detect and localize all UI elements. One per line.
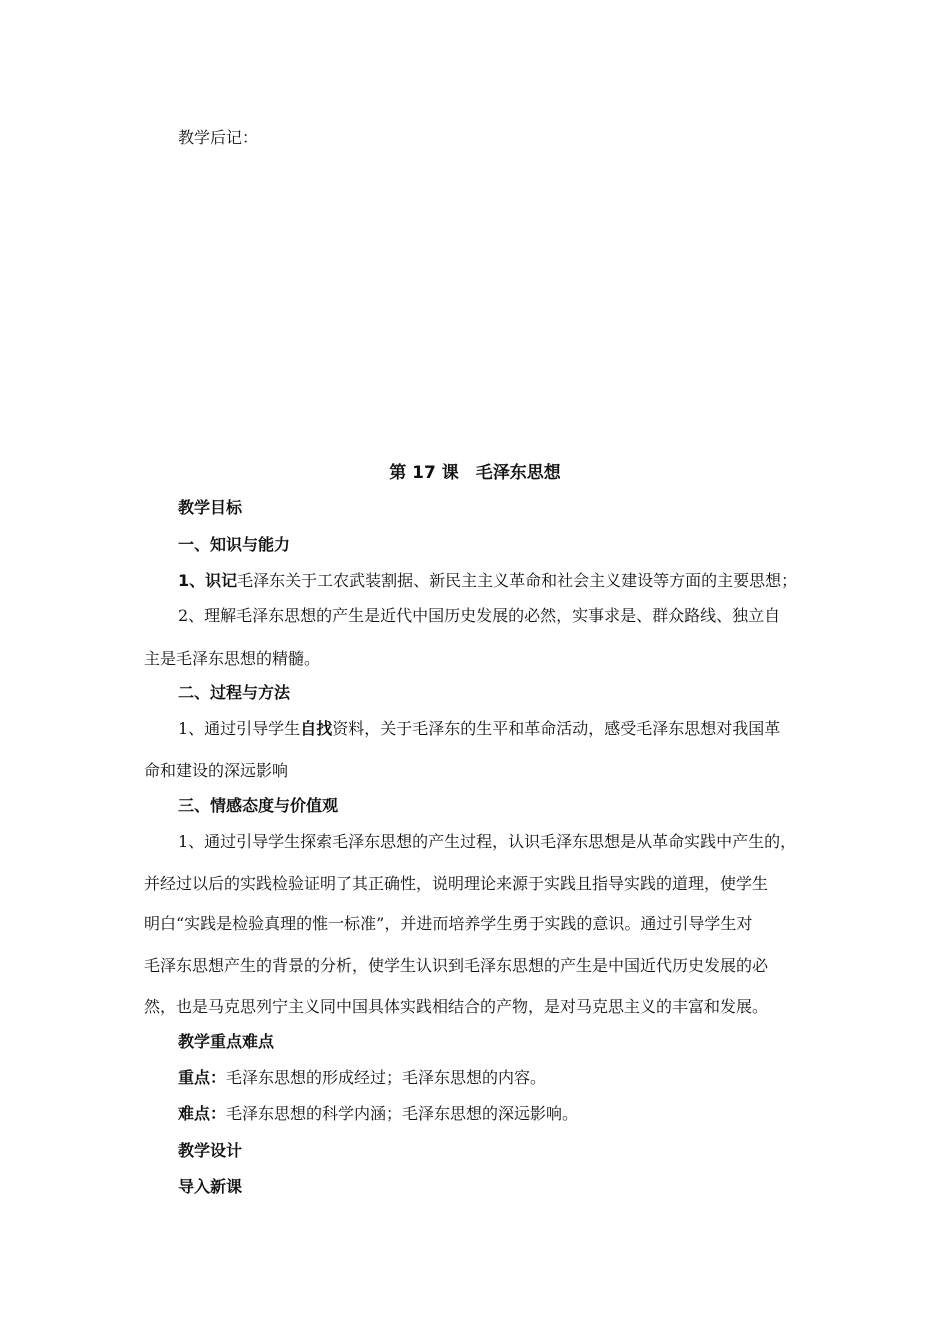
section2-item1-keyword: 自找 bbox=[300, 719, 333, 738]
objectives-heading: 教学目标 bbox=[178, 498, 243, 517]
difficult-point-text: 毛泽东思想的科学内涵；毛泽东思想的深远影响。 bbox=[226, 1104, 579, 1123]
section3-heading: 三、情感态度与价值观 bbox=[178, 796, 339, 815]
difficult-point-label: 难点： bbox=[178, 1104, 227, 1123]
section3-line3: 明白“实践是检验真理的惟一标准”，并进而培养学生勇于实践的意识。通过引导学生对 bbox=[144, 914, 753, 933]
section1-item2-line1: 2、理解毛泽东思想的产生是近代中国历史发展的必然，实事求是、群众路线、独立自 bbox=[178, 606, 781, 625]
intro-heading: 导入新课 bbox=[178, 1177, 243, 1196]
section3-line5: 然，也是马克思列宁主义同中国具体实践相结合的产物，是对马克思主义的丰富和发展。 bbox=[144, 997, 769, 1016]
section1-item2-line2: 主是毛泽东思想的精髓。 bbox=[144, 649, 321, 668]
difficult-point bbox=[178, 1103, 848, 1125]
section1-heading: 一、知识与能力 bbox=[178, 535, 291, 554]
section1-item1-prefix: 1、 bbox=[178, 571, 206, 590]
lesson-title: 第 17 课 毛泽东思想 bbox=[389, 463, 561, 483]
section2-heading: 二、过程与方法 bbox=[178, 683, 291, 702]
postscript-label: 教学后记： bbox=[178, 128, 259, 147]
section1-item1-text: 毛泽东关于工农武装割据、新民主主义革命和社会主义建设等方面的主要思想； bbox=[237, 571, 798, 590]
section2-item1-line2: 命和建设的深远影响 bbox=[144, 761, 289, 780]
key-point-text: 毛泽东思想的形成经过；毛泽东思想的内容。 bbox=[226, 1068, 547, 1087]
section2-item1-prefix: 1、通过引导学生 bbox=[178, 719, 301, 738]
section2-item1 bbox=[178, 718, 848, 740]
section3-line1: 1、通过引导学生探索毛泽东思想的产生过程，认识毛泽东思想是从革命实践中产生的， bbox=[178, 832, 797, 851]
section1-item1-keyword: 识记 bbox=[205, 571, 238, 590]
key-point-label: 重点： bbox=[178, 1068, 227, 1087]
design-heading: 教学设计 bbox=[178, 1141, 243, 1160]
key-point bbox=[178, 1067, 848, 1089]
key-points-heading: 教学重点难点 bbox=[178, 1032, 275, 1051]
section2-item1-text: 资料，关于毛泽东的生平和革命活动，感受毛泽东思想对我国革 bbox=[332, 719, 781, 738]
section3-line2: 并经过以后的实践检验证明了其正确性，说明理论来源于实践且指导实践的道理，使学生 bbox=[144, 874, 769, 893]
section1-item1 bbox=[178, 570, 848, 592]
section3-line4: 毛泽东思想产生的背景的分析，使学生认识到毛泽东思想的产生是中国近代历史发展的必 bbox=[144, 956, 769, 975]
